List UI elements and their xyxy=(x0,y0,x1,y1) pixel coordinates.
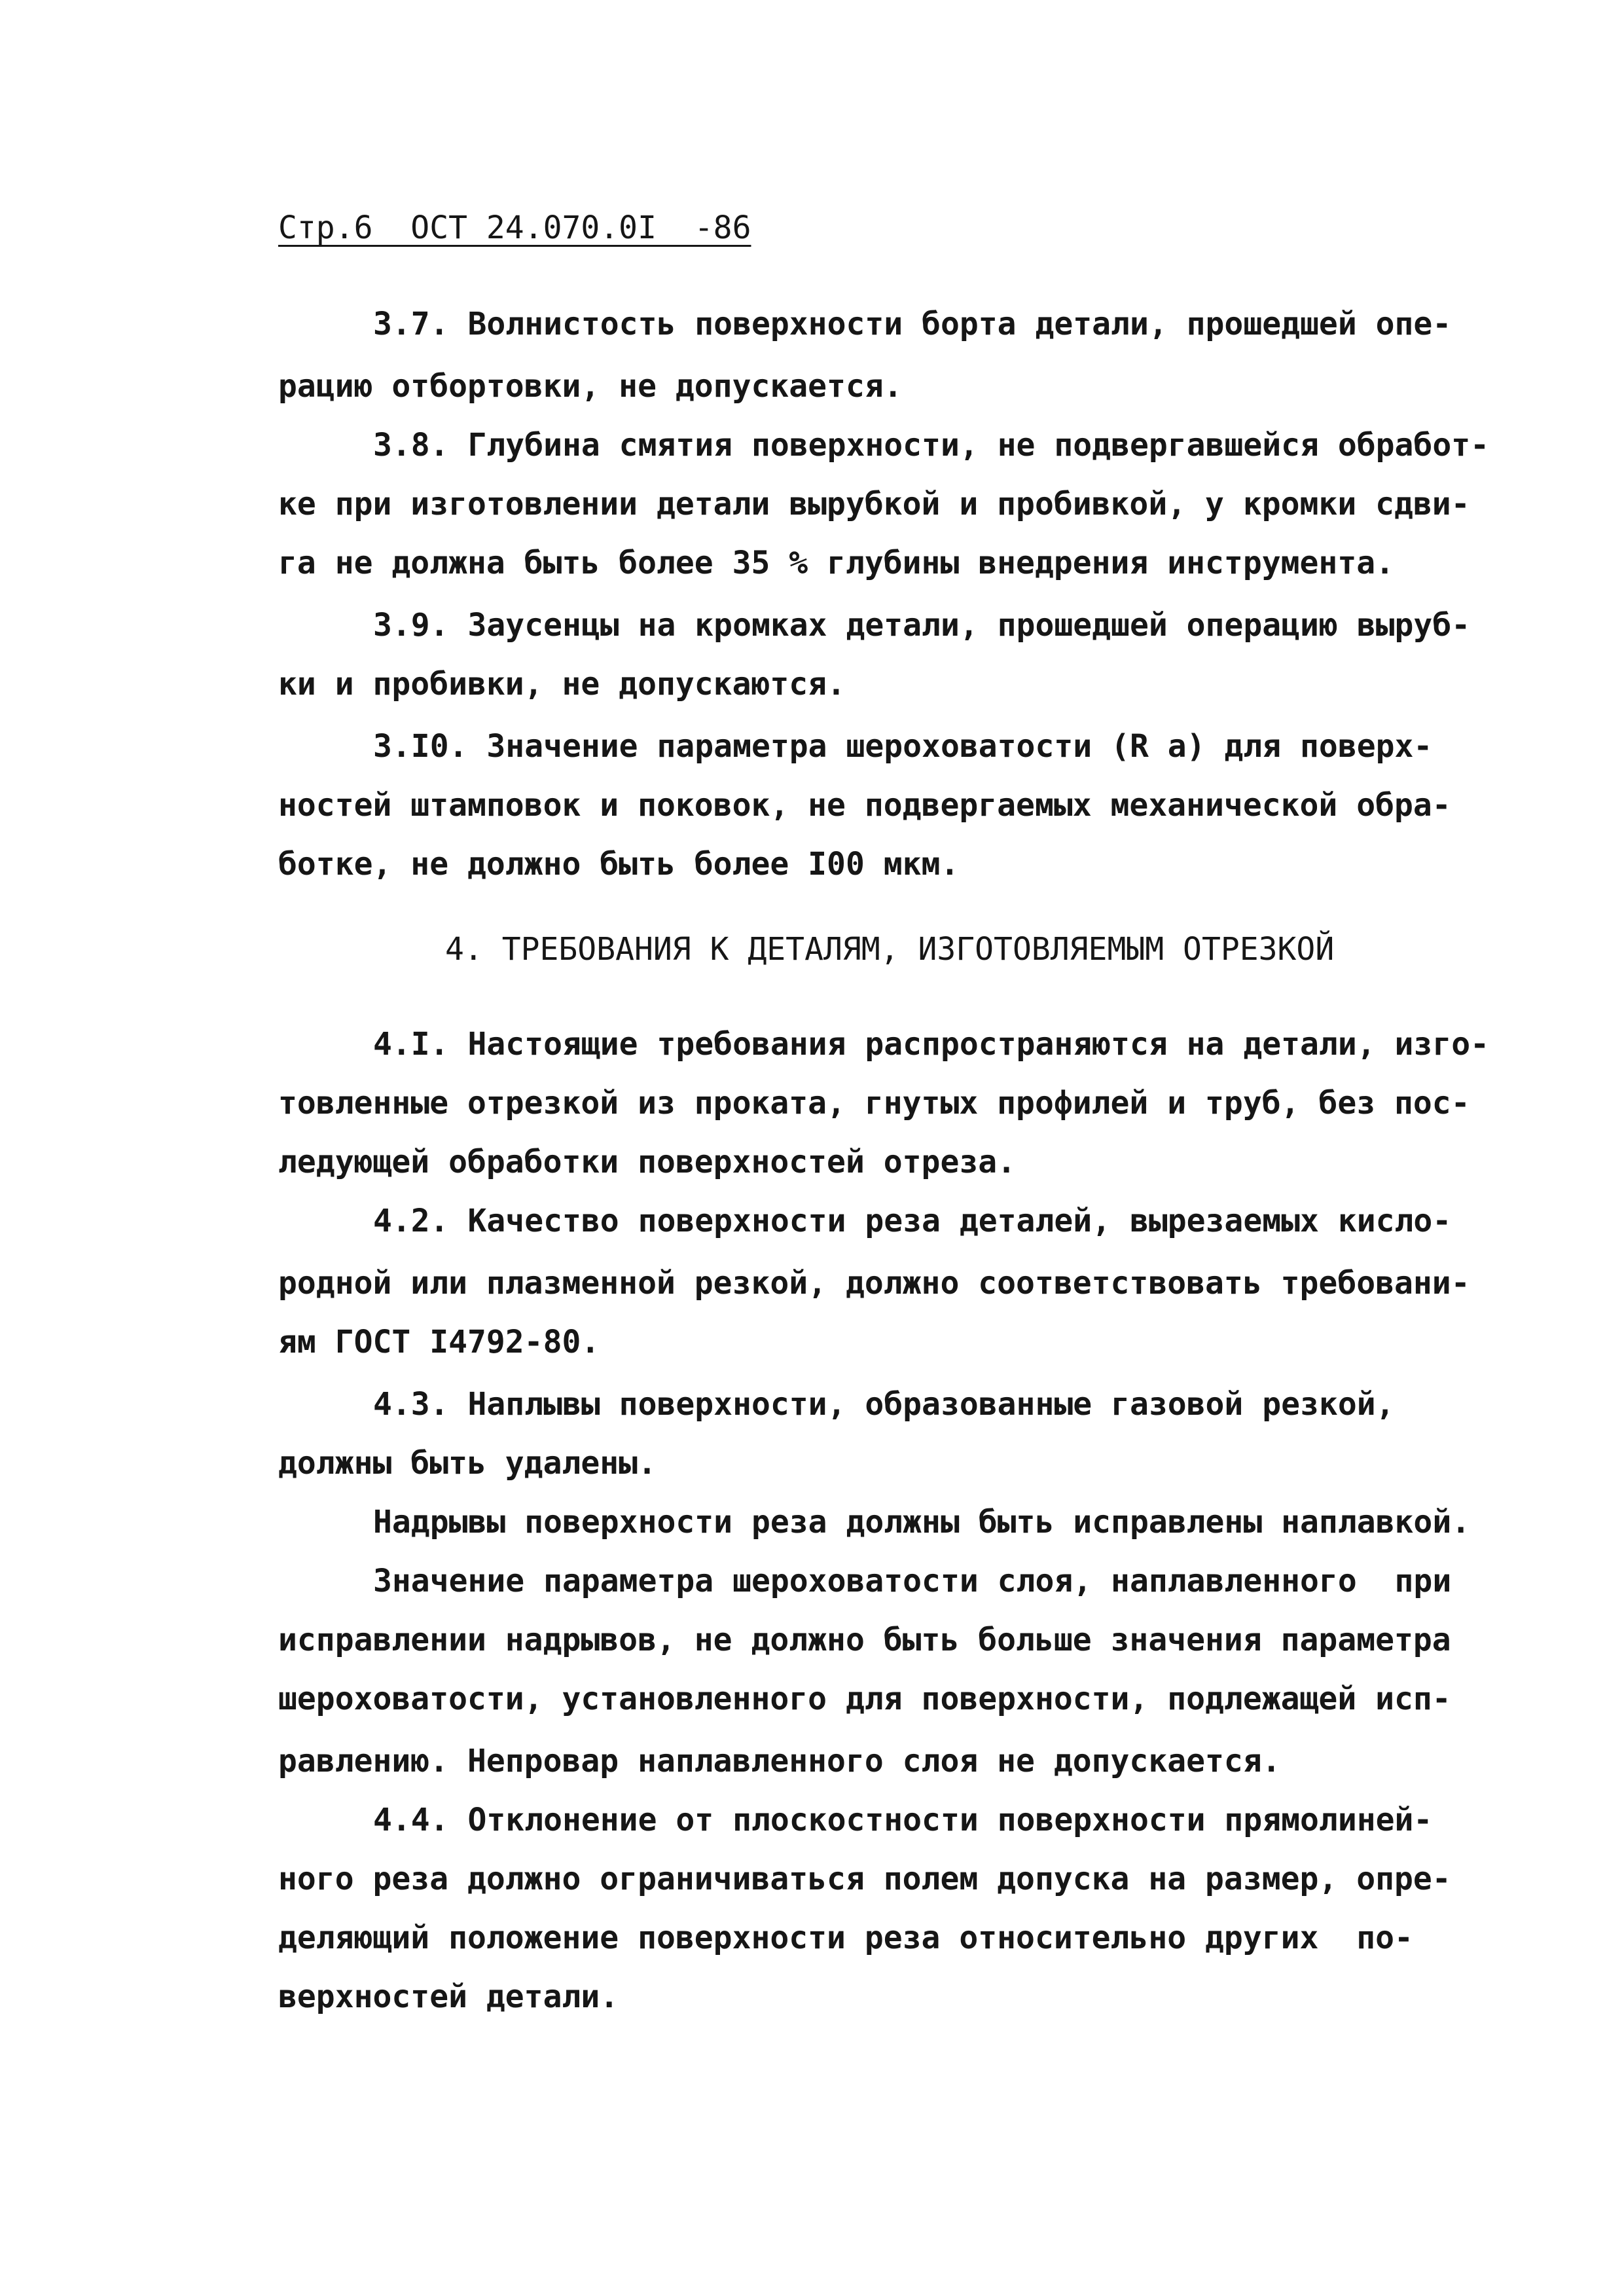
clause-3-10-line-2: ностей штамповок и поковок, не подвергаемых механической обра- xyxy=(278,787,1451,824)
clause-4-2-line-2: родной или плазменной резкой, должно соответствовать требовани- xyxy=(278,1265,1470,1302)
clause-3-10-line-1: 3.I0. Значение параметра шероховатости (R a) для поверх- xyxy=(373,728,1433,765)
clause-3-9-line-1: 3.9. Заусенцы на кромках детали, прошедшей операцию выруб- xyxy=(373,607,1471,644)
clause-4-4-line-2: ного реза должно ограничиваться полем допуска на размер, опре- xyxy=(278,1861,1451,1897)
clause-3-7-line-2: рацию отбортовки, не допускается. xyxy=(278,368,903,405)
clause-3-7-line-1: 3.7. Волнистость поверхности борта детали, прошедшей опе- xyxy=(373,306,1452,342)
clause-4-1-line-3: ледующей обработки поверхностей отреза. xyxy=(278,1144,1017,1180)
clause-3-9-line-2: ки и пробивки, не допускаются. xyxy=(278,666,846,702)
clause-4-3-paragraph-3-line-4: равлению. Непровар наплавленного слоя не допускается. xyxy=(278,1743,1281,1779)
clause-3-8-line-2: ке при изготовлении детали вырубкой и пробивкой, у кромки сдви- xyxy=(278,486,1470,522)
clause-4-1-line-2: товленные отрезкой из проката, гнутых профилей и труб, без пос- xyxy=(278,1085,1470,1121)
clause-4-3-paragraph-3-line-1: Значение параметра шероховатости слоя, наплавленного при xyxy=(373,1563,1452,1599)
clause-4-2-line-3: ям ГОСТ I4792-80. xyxy=(278,1324,600,1360)
clause-4-4-line-3: деляющий положение поверхности реза относительно других по- xyxy=(278,1920,1413,1956)
page-header: Стр.6 ОСТ 24.070.0I -86 xyxy=(278,210,751,246)
clause-4-4-line-4: верхностей детали. xyxy=(278,1978,619,2015)
clause-3-8-line-3: га не должна быть более 35 % глубины внедрения инструмента. xyxy=(278,545,1395,581)
clause-4-4-line-1: 4.4. Отклонение от плоскостности поверхности прямолиней- xyxy=(373,1802,1433,1838)
clause-4-3-line-1: 4.3. Наплывы поверхности, образованные газовой резкой, xyxy=(373,1386,1395,1423)
clause-4-3-paragraph-2: Надрывы поверхности реза должны быть исправлены наплавкой. xyxy=(373,1504,1471,1540)
clause-3-8-line-1: 3.8. Глубина смятия поверхности, не подвергавшейся обработ- xyxy=(373,427,1490,464)
clause-3-10-line-3: ботке, не должно быть более I00 мкм. xyxy=(278,846,960,883)
section-4-title: 4. ТРЕБОВАНИЯ К ДЕТАЛЯМ, ИЗГОТОВЛЯЕМЫМ ОТРЕЗКОЙ xyxy=(445,931,1335,968)
clause-4-3-paragraph-3-line-3: шероховатости, установленного для поверхности, подлежащей исп- xyxy=(278,1681,1451,1717)
clause-4-2-line-1: 4.2. Качество поверхности реза деталей, вырезаемых кисло- xyxy=(373,1203,1452,1239)
clause-4-3-paragraph-3-line-2: исправлении надрывов, не должно быть больше значения параметра xyxy=(278,1622,1451,1658)
clause-4-1-line-1: 4.I. Настоящие требования распространяются на детали, изго- xyxy=(373,1026,1490,1063)
clause-4-3-line-2: должны быть удалены. xyxy=(278,1445,657,1482)
